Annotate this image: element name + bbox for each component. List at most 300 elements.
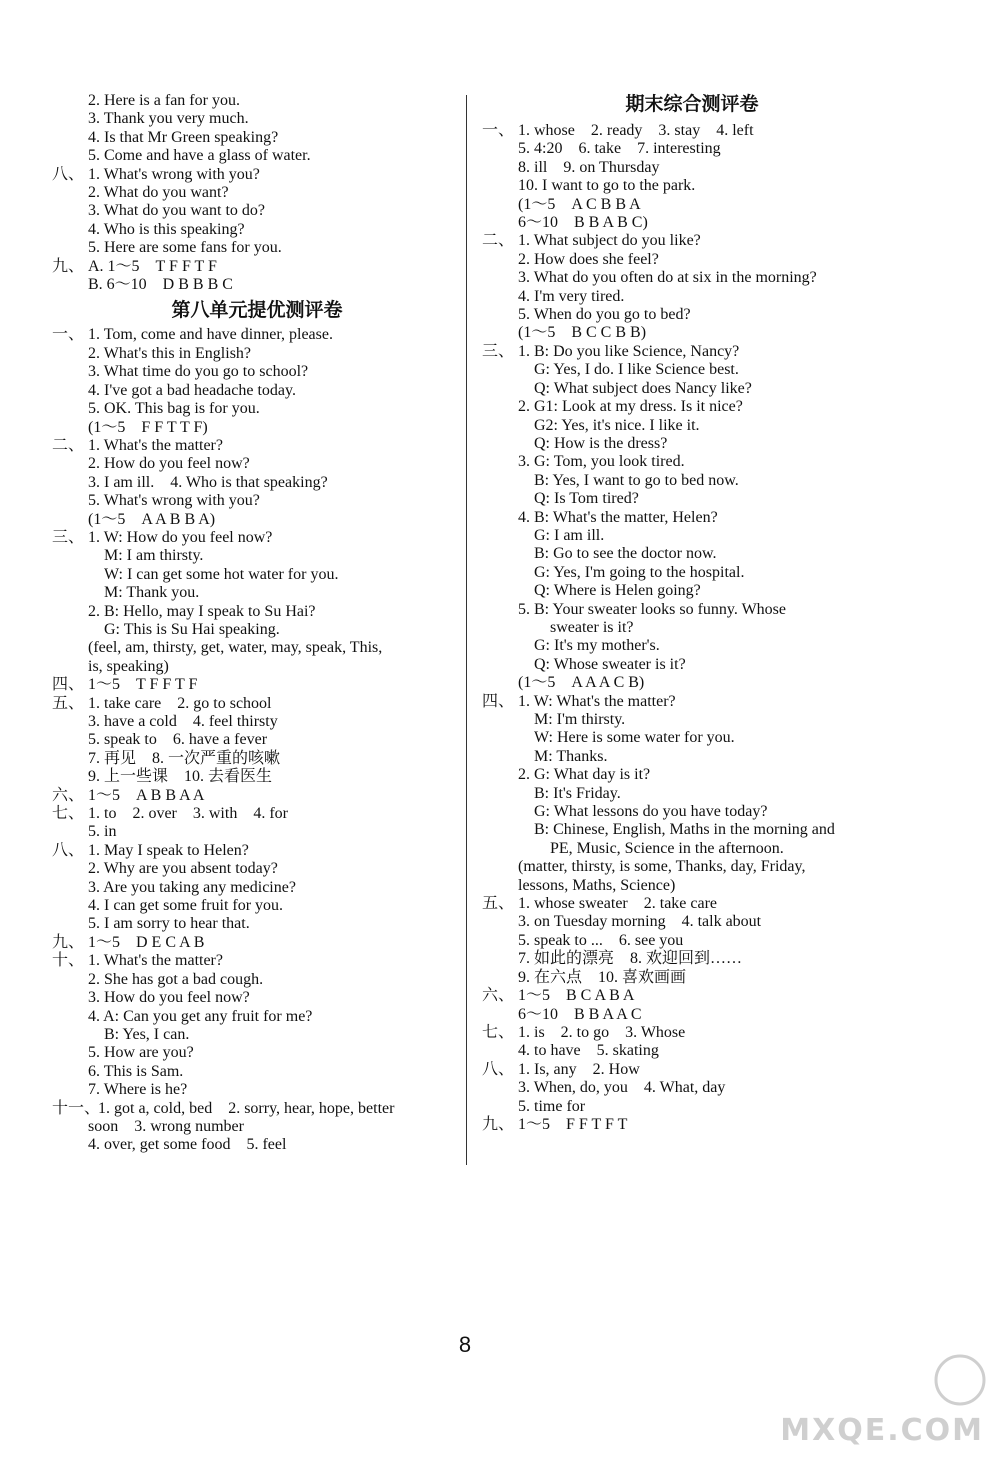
answer-line bbox=[482, 840, 902, 858]
answer-text: 1. What's the matter? bbox=[88, 952, 223, 970]
answer-line bbox=[52, 897, 462, 915]
section-marker bbox=[482, 269, 518, 287]
section-marker bbox=[482, 619, 518, 637]
answer-line bbox=[482, 748, 902, 766]
answer-line bbox=[482, 950, 902, 968]
section-marker bbox=[52, 419, 88, 437]
answer-text: 6～10 B B A A C bbox=[518, 1005, 642, 1023]
section-marker: 七、 bbox=[52, 805, 85, 823]
section-marker bbox=[482, 748, 518, 766]
answer-text: 3. G: Tom, you look tired. bbox=[518, 453, 685, 471]
answer-line bbox=[482, 1006, 902, 1024]
section-marker bbox=[52, 823, 88, 841]
section-marker bbox=[482, 656, 518, 674]
answer-line bbox=[52, 566, 462, 584]
section-marker: 四、 bbox=[52, 676, 85, 694]
answer-text: 6～10 B B A B C) bbox=[518, 214, 648, 232]
answer-line bbox=[482, 177, 902, 195]
answer-line bbox=[482, 159, 902, 177]
section-marker: 九、 bbox=[52, 933, 85, 951]
answer-text: M: I'm thirsty. bbox=[518, 711, 626, 728]
answer-text: is, speaking) bbox=[88, 657, 169, 675]
answer-text: 1. What's the matter? bbox=[88, 436, 223, 454]
answer-text: 7. 再见 8. 一次严重的咳嗽 bbox=[88, 749, 281, 767]
answer-line bbox=[482, 858, 902, 876]
answer-line bbox=[52, 1081, 462, 1099]
answer-line bbox=[52, 221, 462, 239]
section-marker bbox=[52, 276, 88, 294]
answer-text: M: I am thirsty. bbox=[88, 547, 204, 565]
answer-text: B: Yes, I can. bbox=[88, 1025, 190, 1043]
section-marker: 五、 bbox=[482, 895, 515, 913]
answer-text: 1. take care 2. go to school bbox=[88, 694, 272, 712]
answer-line bbox=[52, 92, 462, 110]
answer-text: 8. ill 9. on Thursday bbox=[518, 158, 660, 176]
section-marker: 六、 bbox=[482, 987, 515, 1005]
section-marker: 八、 bbox=[52, 841, 85, 859]
section-marker: 九、 bbox=[52, 257, 85, 275]
answer-line bbox=[52, 842, 462, 860]
answer-text: (1～5 A C B B A bbox=[518, 195, 641, 213]
answer-line bbox=[52, 639, 462, 657]
answer-text: 5. When do you go to bed? bbox=[518, 306, 691, 324]
answer-line bbox=[482, 435, 902, 453]
answer-line bbox=[482, 527, 902, 545]
answer-text: 5. OK. This bag is for you. bbox=[88, 400, 260, 418]
column-divider bbox=[466, 95, 467, 1165]
answer-line bbox=[482, 637, 902, 655]
section-marker: 二、 bbox=[52, 436, 85, 454]
section-marker bbox=[482, 288, 518, 306]
section-marker: 七、 bbox=[482, 1023, 515, 1041]
section-marker bbox=[52, 915, 88, 933]
answer-line bbox=[52, 971, 462, 989]
section-marker: 八、 bbox=[482, 1060, 515, 1078]
section-marker bbox=[482, 950, 518, 968]
section-marker bbox=[482, 564, 518, 582]
section-marker bbox=[52, 147, 88, 165]
answer-text: 1. to 2. over 3. with 4. for bbox=[88, 805, 288, 823]
answer-line bbox=[52, 915, 462, 933]
section-marker bbox=[52, 110, 88, 128]
section-marker bbox=[52, 879, 88, 897]
section-marker bbox=[52, 1008, 88, 1026]
section-marker bbox=[52, 455, 88, 473]
section-marker: 三、 bbox=[482, 342, 515, 360]
answer-line bbox=[52, 676, 462, 694]
final-exam-heading: 期末综合测评卷 bbox=[625, 93, 759, 115]
section-marker bbox=[52, 603, 88, 621]
answer-text: 4. over, get some food 5. feel bbox=[88, 1136, 287, 1154]
answer-line bbox=[482, 398, 902, 416]
section-marker bbox=[482, 858, 518, 876]
answer-text: G: It's my mother's. bbox=[518, 637, 660, 655]
answer-text: 1～5 B C A B A bbox=[518, 987, 635, 1005]
answer-text: 2. How does she feel? bbox=[518, 250, 659, 268]
answer-text: 2. Why are you absent today? bbox=[88, 860, 278, 878]
answer-text: B: Yes, I want to go to bed now. bbox=[518, 471, 739, 489]
answer-line bbox=[52, 1044, 462, 1062]
answer-line bbox=[482, 729, 902, 747]
answer-line bbox=[52, 658, 462, 676]
answer-line bbox=[52, 768, 462, 786]
answer-text: Q: Where is Helen going? bbox=[518, 582, 701, 600]
answer-text: 5. I am sorry to hear that. bbox=[88, 915, 250, 933]
answer-line bbox=[52, 184, 462, 202]
answer-line bbox=[482, 122, 902, 140]
answer-text: G: Yes, I'm going to the hospital. bbox=[518, 563, 745, 581]
answer-text: 4. I'm very tired. bbox=[518, 287, 625, 305]
section-marker bbox=[482, 306, 518, 324]
section-marker bbox=[52, 492, 88, 510]
section-marker bbox=[482, 251, 518, 269]
answer-text: 3. Thank you very much. bbox=[88, 110, 249, 128]
section-marker bbox=[482, 417, 518, 435]
section-marker bbox=[482, 877, 518, 895]
answer-text: 4. B: What's the matter, Helen? bbox=[518, 508, 718, 526]
section-marker bbox=[482, 729, 518, 747]
answer-text: 4. to have 5. skating bbox=[518, 1042, 659, 1060]
answer-text: 4. Who is this speaking? bbox=[88, 220, 245, 238]
section-marker bbox=[482, 380, 518, 398]
answer-line bbox=[52, 511, 462, 529]
section-marker bbox=[52, 363, 88, 381]
answer-line bbox=[52, 584, 462, 602]
section-marker bbox=[482, 453, 518, 471]
answer-text: W: Here is some water for you. bbox=[518, 729, 735, 747]
section-marker bbox=[52, 639, 88, 657]
answer-line bbox=[482, 380, 902, 398]
answer-text: Q: What subject does Nancy like? bbox=[518, 379, 752, 397]
answer-line bbox=[482, 1079, 902, 1097]
answer-text: 2. What's this in English? bbox=[88, 344, 252, 362]
answer-text: (feel, am, thirsty, get, water, may, speak, This, bbox=[88, 639, 383, 657]
answer-text: 5. What's wrong with you? bbox=[88, 492, 260, 510]
answer-text: 5. in bbox=[88, 823, 117, 841]
answer-text: 1. whose sweater 2. take care bbox=[518, 895, 718, 913]
section-marker bbox=[52, 584, 88, 602]
answer-line bbox=[482, 564, 902, 582]
section-marker bbox=[52, 202, 88, 220]
section-marker bbox=[482, 490, 518, 508]
answer-text: G: What lessons do you have today? bbox=[518, 803, 768, 821]
answer-text: 1. whose 2. ready 3. stay 4. left bbox=[518, 122, 754, 139]
answer-line bbox=[52, 129, 462, 147]
answer-text: 3. How do you feel now? bbox=[88, 989, 250, 1007]
answer-text: 4. A: Can you get any fruit for me? bbox=[88, 1007, 313, 1025]
answer-text: 1. Tom, come and have dinner, please. bbox=[88, 326, 333, 344]
section-marker bbox=[482, 1042, 518, 1060]
answer-line bbox=[482, 306, 902, 324]
section-marker bbox=[52, 566, 88, 584]
answer-line bbox=[482, 1024, 902, 1042]
section-marker: 十一、 bbox=[52, 1099, 101, 1117]
section-marker bbox=[52, 1136, 88, 1154]
section-marker bbox=[52, 239, 88, 257]
answer-text: 3. on Tuesday morning 4. talk about bbox=[518, 913, 762, 931]
left-answers-unit8 bbox=[52, 326, 462, 1154]
answer-line bbox=[52, 621, 462, 639]
section-marker bbox=[482, 361, 518, 379]
answer-line bbox=[52, 952, 462, 970]
answer-text: 3. I am ill. 4. Who is that speaking? bbox=[88, 473, 328, 491]
answer-text: 3. When, do, you 4. What, day bbox=[518, 1079, 726, 1097]
answer-line bbox=[52, 110, 462, 128]
section-marker bbox=[482, 509, 518, 527]
section-marker bbox=[482, 1079, 518, 1097]
answer-line bbox=[482, 251, 902, 269]
section-marker bbox=[52, 1026, 88, 1044]
answer-line bbox=[482, 343, 902, 361]
answer-line bbox=[482, 711, 902, 729]
section-marker bbox=[52, 750, 88, 768]
answer-line bbox=[52, 787, 462, 805]
section-marker bbox=[482, 140, 518, 158]
answer-text: 5. 4:20 6. take 7. interesting bbox=[518, 140, 721, 158]
answer-line bbox=[482, 417, 902, 435]
section-marker bbox=[52, 1081, 88, 1099]
answer-line bbox=[52, 437, 462, 455]
answer-line bbox=[482, 509, 902, 527]
answer-text: 3. have a cold 4. feel thirsty bbox=[88, 713, 278, 730]
answer-line bbox=[482, 232, 902, 250]
section-marker bbox=[482, 711, 518, 729]
answer-line bbox=[52, 750, 462, 768]
section-marker bbox=[52, 345, 88, 363]
answer-text: G: Yes, I do. I like Science best. bbox=[518, 361, 739, 379]
answer-text: 5. How are you? bbox=[88, 1044, 194, 1062]
answer-line bbox=[52, 1026, 462, 1044]
answer-line bbox=[52, 455, 462, 473]
answer-line bbox=[52, 529, 462, 547]
answer-text: 5. time for bbox=[518, 1097, 586, 1115]
answer-text: W: I can get some hot water for you. bbox=[88, 565, 339, 583]
answer-line bbox=[482, 269, 902, 287]
unit8-heading: 第八单元提优测评卷 bbox=[171, 299, 343, 322]
section-marker bbox=[52, 1044, 88, 1062]
answer-line bbox=[482, 288, 902, 306]
answer-text: 2. She has got a bad cough. bbox=[88, 970, 264, 988]
answer-line bbox=[482, 214, 902, 232]
answer-text: soon 3. wrong number bbox=[88, 1117, 244, 1135]
answer-text: 1. W: What's the matter? bbox=[518, 692, 676, 710]
answer-line bbox=[482, 766, 902, 784]
answer-text: 1. May I speak to Helen? bbox=[88, 841, 249, 859]
answer-line bbox=[482, 324, 902, 342]
section-marker bbox=[52, 92, 88, 110]
answer-line bbox=[482, 490, 902, 508]
answer-text: PE, Music, Science in the afternoon. bbox=[518, 839, 784, 857]
answer-line bbox=[52, 934, 462, 952]
section-marker: 二、 bbox=[482, 232, 515, 250]
section-marker bbox=[52, 989, 88, 1007]
answer-line bbox=[52, 202, 462, 220]
answer-text: 3. What time do you go to school? bbox=[88, 363, 309, 381]
section-marker bbox=[52, 621, 88, 639]
answer-text: M: Thank you. bbox=[88, 584, 200, 602]
answer-text: M: Thanks. bbox=[518, 747, 608, 765]
answer-line bbox=[482, 913, 902, 931]
section-marker: 一、 bbox=[482, 122, 515, 139]
section-marker bbox=[52, 221, 88, 239]
answer-line bbox=[52, 805, 462, 823]
answer-line bbox=[52, 989, 462, 1007]
section-marker bbox=[482, 969, 518, 987]
answer-text: 1. What's wrong with you? bbox=[88, 165, 260, 183]
answer-line bbox=[52, 492, 462, 510]
answer-text: 1～5 F F T F T bbox=[518, 1115, 628, 1133]
right-column bbox=[482, 92, 902, 1134]
answer-line bbox=[52, 382, 462, 400]
answer-text: B: Go to see the doctor now. bbox=[518, 545, 717, 563]
answer-line bbox=[52, 731, 462, 749]
answer-line bbox=[52, 823, 462, 841]
answer-text: (1～5 A A B B A) bbox=[88, 510, 216, 528]
section-marker bbox=[52, 1063, 88, 1081]
answer-text: 1. B: Do you like Science, Nancy? bbox=[518, 342, 740, 360]
section-marker bbox=[482, 324, 518, 342]
section-marker: 十、 bbox=[52, 952, 85, 970]
answer-line bbox=[482, 877, 902, 895]
answer-text: 1～5 A B B A A bbox=[88, 786, 205, 804]
answer-text: G2: Yes, it's nice. I like it. bbox=[518, 416, 700, 434]
answer-text: sweater is it? bbox=[518, 618, 634, 636]
answer-line bbox=[482, 1061, 902, 1079]
answer-text: (1～5 F F T T F) bbox=[88, 418, 208, 436]
answer-line bbox=[482, 196, 902, 214]
answer-text: 5. speak to ... 6. see you bbox=[518, 931, 684, 949]
section-marker bbox=[482, 196, 518, 214]
answer-text: 3. What do you want to do? bbox=[88, 202, 266, 220]
watermark-text: MXQE.COM bbox=[780, 1413, 984, 1448]
right-answers-final bbox=[482, 122, 902, 1134]
section-marker bbox=[52, 971, 88, 989]
answer-text: B: Chinese, English, Maths in the morning and bbox=[518, 821, 835, 839]
answer-text: Q: Is Tom tired? bbox=[518, 490, 639, 508]
answer-text: 2. How do you feel now? bbox=[88, 455, 250, 473]
answer-line bbox=[482, 472, 902, 490]
answer-text: 2. G: What day is it? bbox=[518, 766, 651, 784]
answer-line bbox=[482, 803, 902, 821]
section-marker bbox=[52, 129, 88, 147]
answer-line bbox=[52, 166, 462, 184]
section-marker bbox=[52, 860, 88, 878]
answer-text: A. 1～5 T F F T F bbox=[88, 257, 217, 275]
answer-line bbox=[482, 545, 902, 563]
left-column bbox=[52, 92, 462, 1155]
answer-line bbox=[52, 345, 462, 363]
section-marker bbox=[482, 545, 518, 563]
answer-line bbox=[482, 821, 902, 839]
section-marker bbox=[52, 547, 88, 565]
answer-text: 1. Is, any 2. How bbox=[518, 1060, 640, 1078]
answer-line bbox=[52, 860, 462, 878]
answer-text: (1～5 B C C B B) bbox=[518, 324, 647, 342]
section-marker bbox=[482, 527, 518, 545]
answer-text: 3. Are you taking any medicine? bbox=[88, 878, 296, 896]
section-marker bbox=[482, 821, 518, 839]
answer-line bbox=[482, 1116, 902, 1134]
answer-line bbox=[52, 1136, 462, 1154]
answer-text: 1～5 D E C A B bbox=[88, 933, 205, 951]
section-marker: 四、 bbox=[482, 692, 515, 710]
section-marker bbox=[52, 897, 88, 915]
answer-text: 1～5 T F F T F bbox=[88, 676, 198, 694]
answer-line bbox=[482, 1042, 902, 1060]
section-marker bbox=[52, 768, 88, 786]
section-marker bbox=[52, 1118, 88, 1136]
answer-line bbox=[482, 601, 902, 619]
section-marker bbox=[482, 582, 518, 600]
answer-text: (matter, thirsty, is some, Thanks, day, Friday, bbox=[518, 858, 806, 876]
section-marker bbox=[52, 382, 88, 400]
answer-line bbox=[482, 140, 902, 158]
section-marker bbox=[482, 214, 518, 232]
answer-text: 5. B: Your sweater looks so funny. Whose bbox=[518, 600, 786, 618]
answer-text: (1～5 A A A C B) bbox=[518, 674, 645, 692]
answer-line bbox=[52, 400, 462, 418]
section-marker bbox=[482, 1098, 518, 1116]
answer-text: 2. What do you want? bbox=[88, 184, 229, 202]
page-number: 8 bbox=[458, 1332, 472, 1357]
answer-line bbox=[52, 363, 462, 381]
section-marker bbox=[52, 184, 88, 202]
section-marker bbox=[482, 932, 518, 950]
section-marker bbox=[52, 731, 88, 749]
answer-line bbox=[52, 239, 462, 257]
answer-text: 1. W: How do you feel now? bbox=[88, 528, 273, 546]
answer-line bbox=[482, 1098, 902, 1116]
answer-text: G: This is Su Hai speaking. bbox=[88, 620, 280, 638]
section-marker: 五、 bbox=[52, 694, 85, 712]
section-marker: 六、 bbox=[52, 786, 85, 804]
answer-text: Q: Whose sweater is it? bbox=[518, 655, 686, 673]
answer-line bbox=[52, 603, 462, 621]
answer-text: 10. I want to go to the park. bbox=[518, 177, 696, 195]
section-marker bbox=[482, 177, 518, 195]
answer-line bbox=[52, 147, 462, 165]
section-marker bbox=[52, 658, 88, 676]
answer-line bbox=[52, 1100, 462, 1118]
answer-line bbox=[52, 1118, 462, 1136]
answer-text: B. 6～10 D B B B C bbox=[88, 276, 233, 294]
answer-text: 1. got a, cold, bed 2. sorry, hear, hope, better bbox=[98, 1099, 395, 1117]
section-marker bbox=[482, 785, 518, 803]
answer-text: 9. 上一些课 10. 去看医生 bbox=[88, 768, 273, 786]
answer-text: G: I am ill. bbox=[518, 526, 605, 544]
section-marker bbox=[482, 803, 518, 821]
answer-text: lessons, Maths, Science) bbox=[518, 876, 676, 894]
section-marker bbox=[52, 713, 88, 731]
answer-line bbox=[482, 785, 902, 803]
answer-text: Q: How is the dress? bbox=[518, 434, 668, 452]
section-marker: 三、 bbox=[52, 528, 85, 546]
answer-text: 7. Where is he? bbox=[88, 1081, 188, 1099]
section-marker bbox=[52, 511, 88, 529]
answer-text: 9. 在六点 10. 喜欢画画 bbox=[518, 968, 687, 986]
answer-line bbox=[482, 674, 902, 692]
section-marker bbox=[482, 637, 518, 655]
section-marker bbox=[482, 435, 518, 453]
section-marker bbox=[482, 159, 518, 177]
section-marker: 九、 bbox=[482, 1115, 515, 1133]
section-marker bbox=[482, 1006, 518, 1024]
answer-line bbox=[482, 361, 902, 379]
answer-text: 1. is 2. to go 3. Whose bbox=[518, 1023, 686, 1041]
answer-line bbox=[482, 969, 902, 987]
section-marker bbox=[482, 472, 518, 490]
answer-line bbox=[482, 453, 902, 471]
